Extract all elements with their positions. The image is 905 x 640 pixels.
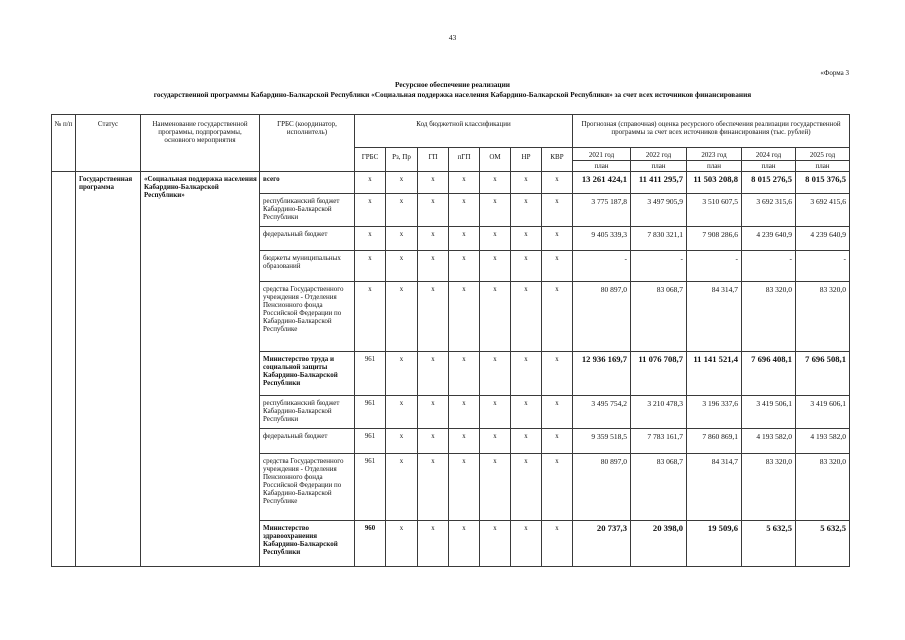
program-status: Государственная программа <box>75 171 141 567</box>
code-cell: x <box>479 453 511 521</box>
header-code-column: НР <box>510 147 542 172</box>
code-cell: x <box>354 193 386 227</box>
header-status: Статус <box>75 114 141 172</box>
amount-cell: 83 068,7 <box>630 281 687 352</box>
amount-cell: 11 141 521,4 <box>686 351 742 396</box>
header-year: 2023 год <box>686 147 742 161</box>
code-cell: x <box>510 395 542 429</box>
code-cell: x <box>417 520 449 567</box>
amount-cell: 3 775 187,8 <box>572 193 631 227</box>
amount-cell: 3 210 478,3 <box>630 395 687 429</box>
amount-cell: 84 314,7 <box>686 281 742 352</box>
amount-cell: 4 239 640,9 <box>741 226 796 251</box>
code-cell: x <box>510 281 542 352</box>
amount-cell: 83 320,0 <box>741 453 796 521</box>
code-cell: 961 <box>354 453 386 521</box>
header-plan-label: план <box>572 160 631 172</box>
code-cell: x <box>448 193 480 227</box>
row-label-cell: Министерство здравоохранения Кабардино-Балкарской Республики <box>259 520 355 567</box>
header-name: Наименование государственной программы, подпрограммы, основного мероприятия <box>140 114 260 172</box>
row-label-cell: республиканский бюджет Кабардино-Балкарской Республики <box>259 395 355 429</box>
header-code-column: КВР <box>541 147 573 172</box>
header-year: 2025 год <box>795 147 850 161</box>
code-cell: x <box>417 250 449 282</box>
row-label-cell: всего <box>259 171 355 194</box>
code-cell: x <box>479 351 511 396</box>
amount-cell: 3 510 607,5 <box>686 193 742 227</box>
amount-cell: 7 696 408,1 <box>741 351 796 396</box>
header-code-column: ОМ <box>479 147 511 172</box>
code-cell: x <box>448 395 480 429</box>
amount-cell: 11 503 208,8 <box>686 171 742 194</box>
amount-cell: 5 632,5 <box>741 520 796 567</box>
amount-cell: 84 314,7 <box>686 453 742 521</box>
code-cell: x <box>354 281 386 352</box>
amount-cell: 11 411 295,7 <box>630 171 687 194</box>
document-title-line-1: Ресурсное обеспечение реализации <box>394 80 511 89</box>
form-label: «Форма 3 <box>820 69 849 77</box>
code-cell: x <box>417 428 449 454</box>
amount-cell: 12 936 169,7 <box>572 351 631 396</box>
code-cell: x <box>510 171 542 194</box>
code-cell: x <box>510 453 542 521</box>
amount-cell: 4 193 582,0 <box>795 428 850 454</box>
header-budget-code-group: Код бюджетной классификации <box>354 114 573 148</box>
header-year: 2022 год <box>630 147 687 161</box>
code-cell: x <box>385 193 418 227</box>
code-cell: x <box>417 171 449 194</box>
page-number: 43 <box>448 33 457 42</box>
code-cell: 961 <box>354 428 386 454</box>
code-cell: 961 <box>354 351 386 396</box>
amount-cell: 80 897,0 <box>572 453 631 521</box>
amount-cell: 7 696 508,1 <box>795 351 850 396</box>
code-cell: x <box>479 193 511 227</box>
amount-cell: 83 068,7 <box>630 453 687 521</box>
code-cell: x <box>510 250 542 282</box>
amount-cell: 20 737,3 <box>572 520 631 567</box>
code-cell: x <box>541 351 573 396</box>
row-label-cell: федеральный бюджет <box>259 226 355 251</box>
amount-cell: - <box>795 250 850 282</box>
code-cell: x <box>541 281 573 352</box>
code-cell: 961 <box>354 395 386 429</box>
amount-cell: 7 860 869,1 <box>686 428 742 454</box>
amount-cell: 8 015 276,5 <box>741 171 796 194</box>
code-cell: x <box>385 250 418 282</box>
row-label-cell: Министерство труда и социальной защиты Кабардино-Балкарской Республики <box>259 351 355 396</box>
amount-cell: 7 830 321,1 <box>630 226 687 251</box>
amount-cell: 3 692 315,6 <box>741 193 796 227</box>
amount-cell: 9 405 339,3 <box>572 226 631 251</box>
amount-cell: 3 196 337,6 <box>686 395 742 429</box>
code-cell: x <box>541 428 573 454</box>
code-cell: x <box>385 453 418 521</box>
amount-cell: 11 076 708,7 <box>630 351 687 396</box>
row-label-cell: средства Государственного учреждения - Отделения Пенсионного фонда Российской Федерации по Кабардино-Балкарской Республике <box>259 281 355 352</box>
code-cell: x <box>479 226 511 251</box>
code-cell: x <box>541 193 573 227</box>
header-plan-label: план <box>630 160 687 172</box>
row-number-cell <box>51 171 76 567</box>
code-cell: x <box>448 351 480 396</box>
amount-cell: - <box>741 250 796 282</box>
amount-cell: 7 908 286,6 <box>686 226 742 251</box>
code-cell: x <box>448 453 480 521</box>
code-cell: x <box>385 351 418 396</box>
amount-cell: 3 419 606,1 <box>795 395 850 429</box>
code-cell: x <box>510 226 542 251</box>
amount-cell: 13 261 424,1 <box>572 171 631 194</box>
code-cell: x <box>385 281 418 352</box>
code-cell: x <box>448 171 480 194</box>
code-cell: x <box>479 250 511 282</box>
row-label-cell: федеральный бюджет <box>259 428 355 454</box>
amount-cell: 20 398,0 <box>630 520 687 567</box>
header-plan-label: план <box>795 160 850 172</box>
code-cell: x <box>448 520 480 567</box>
code-cell: x <box>385 171 418 194</box>
amount-cell: 3 692 415,6 <box>795 193 850 227</box>
amount-cell: 3 495 754,2 <box>572 395 631 429</box>
code-cell: x <box>417 281 449 352</box>
code-cell: x <box>479 428 511 454</box>
header-plan-label: план <box>741 160 796 172</box>
amount-cell: 3 419 506,1 <box>741 395 796 429</box>
amount-cell: - <box>686 250 742 282</box>
header-code-column: пГП <box>448 147 480 172</box>
code-cell: x <box>510 193 542 227</box>
amount-cell: - <box>630 250 687 282</box>
header-coordinator: ГРБС (координатор, исполнитель) <box>259 114 355 172</box>
code-cell: x <box>541 395 573 429</box>
header-number: № п/п <box>51 114 76 172</box>
amount-cell: 7 783 161,7 <box>630 428 687 454</box>
header-code-column: ГП <box>417 147 449 172</box>
code-cell: x <box>354 226 386 251</box>
row-label-cell: республиканский бюджет Кабардино-Балкарской Республики <box>259 193 355 227</box>
code-cell: x <box>417 395 449 429</box>
code-cell: x <box>510 520 542 567</box>
amount-cell: 83 320,0 <box>741 281 796 352</box>
code-cell: x <box>385 520 418 567</box>
code-cell: x <box>541 520 573 567</box>
code-cell: x <box>385 395 418 429</box>
header-forecast-group: Прогнозная (справочная) оценка ресурсного обеспечения реализации государственной программы за счет всех источников финансирования (тыс. рублей) <box>572 114 850 148</box>
code-cell: x <box>479 520 511 567</box>
row-label-cell: средства Государственного учреждения - Отделения Пенсионного фонда Российской Федерации по Кабардино-Балкарской Республике <box>259 453 355 521</box>
code-cell: x <box>354 250 386 282</box>
code-cell: x <box>417 226 449 251</box>
header-code-column: Рз, Пр <box>385 147 418 172</box>
code-cell: x <box>510 351 542 396</box>
amount-cell: 5 632,5 <box>795 520 850 567</box>
code-cell: x <box>354 171 386 194</box>
code-cell: x <box>448 281 480 352</box>
amount-cell: 83 320,0 <box>795 281 850 352</box>
code-cell: x <box>448 250 480 282</box>
code-cell: x <box>479 395 511 429</box>
code-cell: x <box>479 281 511 352</box>
amount-cell: 9 359 518,5 <box>572 428 631 454</box>
amount-cell: 4 239 640,9 <box>795 226 850 251</box>
program-name: «Социальная поддержка населения Кабардино-Балкарской Республики» <box>140 171 260 567</box>
amount-cell: 8 015 376,5 <box>795 171 850 194</box>
code-cell: x <box>510 428 542 454</box>
amount-cell: - <box>572 250 631 282</box>
code-cell: x <box>417 453 449 521</box>
amount-cell: 3 497 905,9 <box>630 193 687 227</box>
header-plan-label: план <box>686 160 742 172</box>
row-label-cell: бюджеты муниципальных образований <box>259 250 355 282</box>
amount-cell: 80 897,0 <box>572 281 631 352</box>
header-year: 2024 год <box>741 147 796 161</box>
header-year: 2021 год <box>572 147 631 161</box>
amount-cell: 83 320,0 <box>795 453 850 521</box>
code-cell: x <box>541 250 573 282</box>
code-cell: x <box>541 171 573 194</box>
document-title-line-2: государственной программы Кабардино-Балкарской Республики «Социальная поддержка населения Кабардино-Балкарской Республики» за счет всех источников финансирования <box>153 90 752 99</box>
code-cell: x <box>541 453 573 521</box>
code-cell: x <box>417 351 449 396</box>
amount-cell: 19 509,6 <box>686 520 742 567</box>
amount-cell: 4 193 582,0 <box>741 428 796 454</box>
code-cell: x <box>541 226 573 251</box>
code-cell: x <box>385 226 418 251</box>
header-code-column: ГРБС <box>354 147 386 172</box>
code-cell: x <box>417 193 449 227</box>
code-cell: 960 <box>354 520 386 567</box>
code-cell: x <box>448 226 480 251</box>
code-cell: x <box>385 428 418 454</box>
code-cell: x <box>448 428 480 454</box>
code-cell: x <box>479 171 511 194</box>
